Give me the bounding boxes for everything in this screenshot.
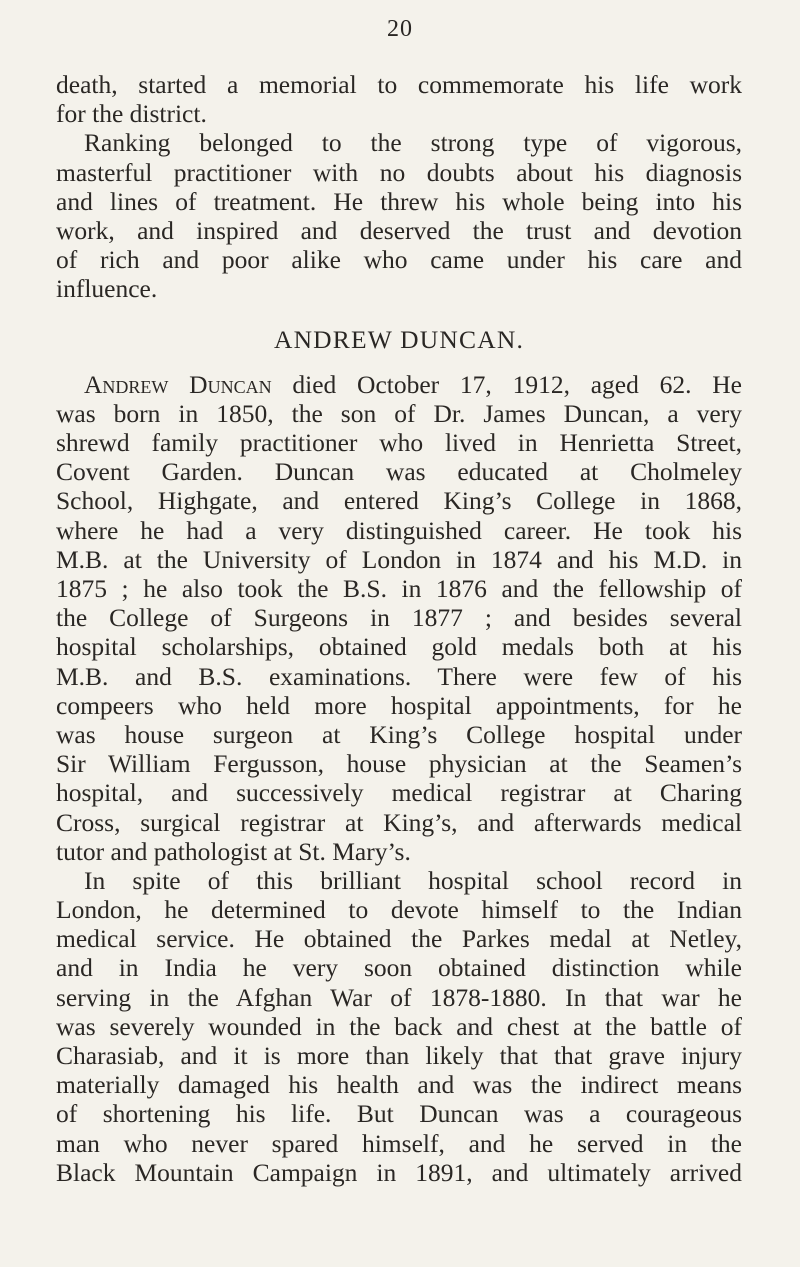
text-line: [56, 370, 742, 399]
text-line: death, started a memorial to commemorate his life work: [56, 70, 742, 99]
text-line: man who never spared himself, and he served in the: [56, 1128, 742, 1158]
text-line: Cross, surgical registrar at King’s, and afterwards medical: [56, 807, 742, 837]
text-line: London, he determined to devote himself to the Indian: [56, 895, 742, 925]
text-line: hospital, and successively medical registrar at Charing: [56, 778, 742, 808]
text-line: of shortening his life. But Duncan was a courageous: [56, 1099, 742, 1129]
text-line: influence.: [56, 274, 158, 304]
text-line: 1875 ; he also took the B.S. in 1876 and the fellowship of: [56, 574, 742, 603]
text-line: medical service. He obtained the Parkes medal at Netley,: [56, 924, 742, 954]
text-line: serving in the Afghan War of 1878-1880. In that war he: [56, 982, 742, 1012]
text-line: masterful practitioner with no doubts about his diagnosis: [56, 157, 742, 187]
text-line: for the district.: [56, 99, 207, 129]
text-line: M.B. and B.S. examinations. There were few of his: [56, 661, 742, 691]
text-line: was born in 1850, the son of Dr. James Duncan, a very: [56, 398, 742, 428]
text-line: the College of Surgeons in 1877 ; and besides several: [56, 603, 742, 633]
text-line: Charasiab, and it is more than likely that that grave injury: [56, 1041, 742, 1070]
page-number: 20: [387, 16, 413, 42]
paragraph-biography: [56, 370, 742, 866]
text-line: School, Highgate, and entered King’s College in 1868,: [56, 486, 742, 516]
body-text: [56, 70, 742, 1187]
text-line: materially damaged his health and was the indirect means: [56, 1070, 742, 1100]
paragraph-ranking: [56, 128, 742, 303]
text-line: shrewd family practitioner who lived in Henrietta Street,: [56, 428, 742, 458]
text-line: Covent Garden. Duncan was educated at Cholmeley: [56, 457, 742, 487]
text-line: compeers who held more hospital appointments, for he: [56, 690, 742, 720]
text-line: work, and inspired and deserved the trust and devotion: [56, 215, 742, 245]
text-line: was house surgeon at King’s College hospital under: [56, 719, 742, 749]
text-line: Sir William Fergusson, house physician at the Seamen’s: [56, 749, 742, 779]
text-line: Ranking belonged to the strong type of vigorous,: [84, 128, 742, 158]
section-heading: ANDREW DUNCAN.: [273, 324, 525, 354]
text-line: was severely wounded in the back and chest at the battle of: [56, 1011, 742, 1041]
lead-name: Andrew Duncan: [84, 369, 272, 399]
text-line: Black Mountain Campaign in 1891, and ultimately arrived: [56, 1157, 742, 1187]
text-line: hospital scholarships, obtained gold medals both at his: [56, 632, 742, 662]
text-line: of rich and poor alike who came under his care and: [56, 245, 742, 275]
text-line-rest: died October 17, 1912, aged 62. He: [271, 369, 742, 399]
text-line: where he had a very distinguished career. He took his: [56, 515, 742, 545]
text-line: and in India he very soon obtained distinction while: [56, 953, 742, 983]
text-line: In spite of this brilliant hospital school record in: [84, 865, 742, 895]
paragraph-india: [56, 866, 742, 1187]
text-line: M.B. at the University of London in 1874 and his M.D. in: [56, 544, 742, 574]
text-line: and lines of treatment. He threw his whole being into his: [56, 186, 742, 216]
text-line: tutor and pathologist at St. Mary’s.: [56, 836, 411, 866]
paragraph-continuation: [56, 70, 742, 128]
